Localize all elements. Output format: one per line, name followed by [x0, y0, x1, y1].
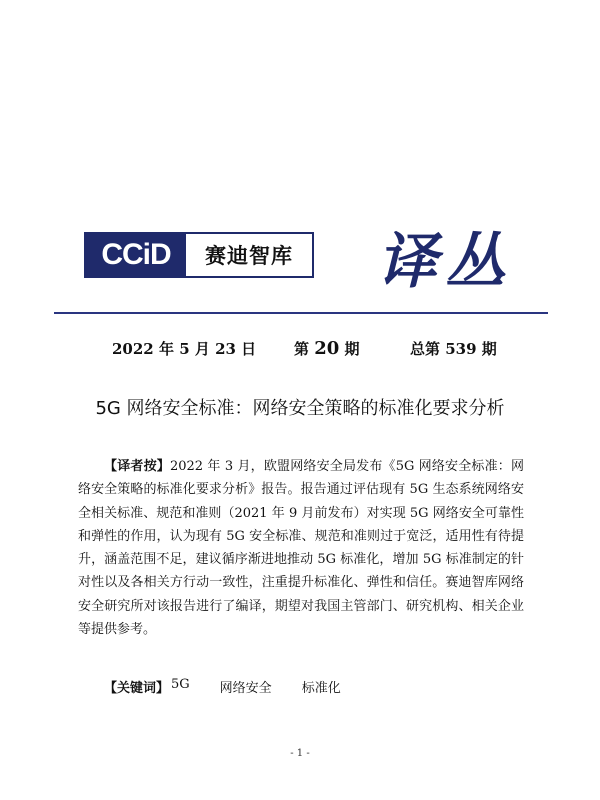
- issue-line: [0, 338, 600, 362]
- translator-note-body: 2022 年 3 月，欧盟网络安全局发布《5G 网络安全标准：网络安全策略的标准化要求分析》报告。报告通过评估现有 5G 生态系统网络安全相关标准、规范和准则（2021 年 9 月前发布）对实现 5G 网络安全可靠性和弹性的作用，认为现有 5G 安全标准、规范和准则过于宽泛，适用性有待提升，涵盖范围不足，建议循序渐进地推动 5G 标准化，增加 5G 标准制定的针对性以及各相关方行动一致性，注重提升标准化、弹性和信任。赛迪智库网络安全研究所对该报告进行了编译，期望对我国主管部门、研究机构、相关企业等提供参考。: [78, 459, 524, 638]
- issue-number-value: 20: [314, 338, 340, 359]
- header-divider: [54, 312, 548, 314]
- keywords: [104, 677, 371, 696]
- keyword-item: 5G: [171, 677, 190, 692]
- brand-title: 译丛: [377, 227, 513, 297]
- ccid-logo: [84, 232, 314, 278]
- keyword-item: 标准化: [301, 681, 341, 696]
- translator-note-label: 【译者按】: [104, 459, 170, 474]
- issue-total: 总第 539 期: [410, 340, 497, 358]
- page-number: - 1 -: [290, 748, 310, 759]
- issue-number-suffix: 期: [339, 340, 360, 358]
- keyword-item: 网络安全: [219, 681, 272, 696]
- logo-text: 赛迪智库: [205, 244, 293, 268]
- issue-number: [294, 338, 360, 359]
- issue-number-prefix: 第: [294, 340, 315, 358]
- logo-mark: CCiD: [86, 234, 186, 276]
- document-title: 5G 网络安全标准：网络安全策略的标准化要求分析: [95, 398, 505, 419]
- issue-date: 2022 年 5 月 23 日: [112, 340, 257, 358]
- keywords-label: 【关键词】: [104, 681, 170, 696]
- translator-note: [78, 455, 524, 641]
